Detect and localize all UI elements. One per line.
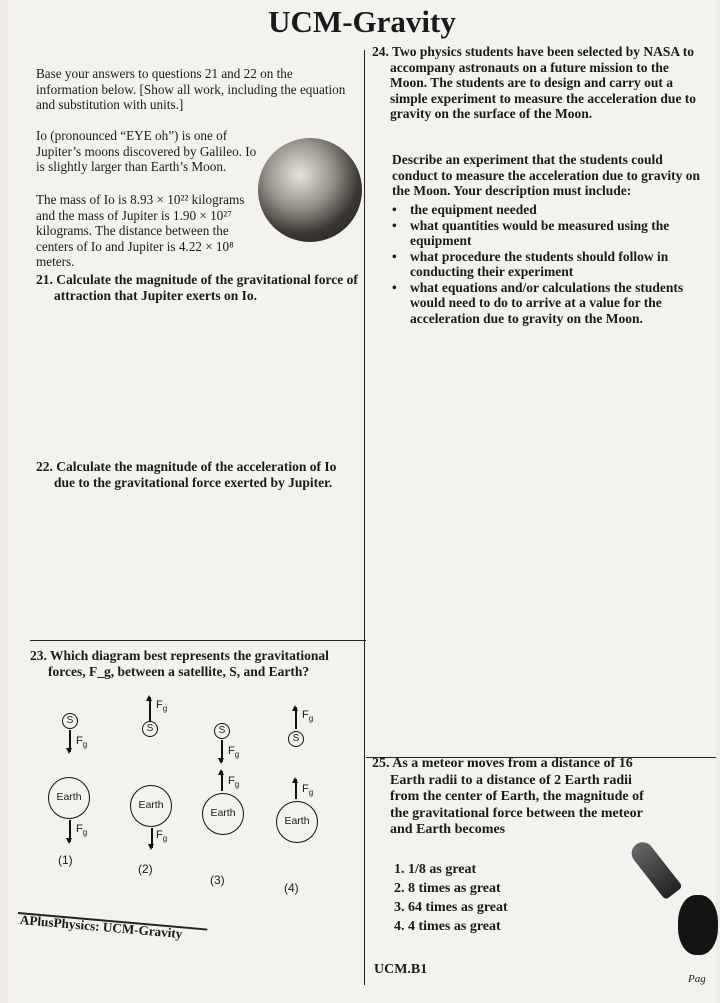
force-label: $F_g$	[228, 775, 240, 790]
instructions: Base your answers to questions 21 and 22 on the information below. [Show all work, including the equation and substitution with units.]	[36, 66, 346, 112]
force-arrow	[295, 779, 297, 799]
question-24-bullets	[388, 202, 712, 326]
question-25-choices	[394, 860, 594, 936]
satellite-symbol: S	[288, 731, 304, 747]
bullet-item: • the equipment needed	[388, 202, 712, 218]
question-23-number: 23.	[30, 648, 47, 663]
question-23-text: Which diagram best represents the gravitational forces, F_g, between a satellite, S, and Earth?	[48, 648, 329, 679]
force-arrow	[221, 771, 223, 791]
question-25	[372, 756, 662, 839]
diagram-2-label: (2)	[138, 862, 153, 876]
question-24-number: 24.	[372, 44, 389, 59]
left-divider	[30, 640, 366, 641]
force-arrow	[221, 740, 223, 762]
earth-image	[678, 895, 718, 955]
diagram-4-label: (4)	[284, 881, 299, 895]
earth-symbol: Earth	[48, 777, 90, 819]
diagram-3-label: (3)	[210, 873, 225, 887]
earth-symbol: Earth	[276, 801, 318, 843]
question-21-text: Calculate the magnitude of the gravitational force of attraction that Jupiter exerts on Io.	[54, 272, 358, 303]
force-arrow	[69, 730, 71, 752]
diagram-1-label: (1)	[58, 853, 73, 867]
choice-2: 2. 8 times as great	[394, 881, 501, 896]
question-24-text: Two physics students have been selected by NASA to accompany astronauts on a future mission to the Moon. The students are to design and carry out a simple experiment to measure the acceleration due to gravity on the surface of the Moon.	[390, 44, 697, 121]
force-arrow	[295, 707, 297, 729]
question-24	[372, 44, 708, 122]
earth-symbol: Earth	[202, 793, 244, 835]
column-divider	[364, 50, 365, 985]
page-corner-label: Pag	[688, 973, 706, 985]
mass-info: The mass of Io is 8.93 × 10²² kilograms and the mass of Jupiter is 1.90 × 10²⁷ kilograms. The distance between the centers of Io and Jupiter is 4.22 × 10⁸ meters.	[36, 192, 245, 269]
question-22-number: 22.	[36, 459, 53, 474]
force-label: $F_g$	[76, 735, 88, 750]
bullet-item: • what equations and/or calculations the students would need to do to arrive at a value for the acceleration due to gravity on the Moon.	[388, 280, 712, 327]
question-21-number: 21.	[36, 272, 53, 287]
force-arrow	[149, 697, 151, 721]
satellite-symbol: S	[142, 721, 158, 737]
io-moon-image	[258, 138, 362, 242]
bullet-item: • what procedure the students should follow in conducting their experiment	[388, 249, 712, 280]
bullet-item: • what quantities would be measured using the equipment	[388, 218, 712, 249]
worksheet-page	[8, 0, 716, 1003]
choice-3: 3. 64 times as great	[394, 900, 508, 915]
question-24-describe: Describe an experiment that the students could conduct to measure the acceleration due to gravity on the Moon. Your description must include:	[392, 152, 700, 198]
satellite-symbol: S	[214, 723, 230, 739]
question-21	[36, 272, 358, 303]
question-22-text: Calculate the magnitude of the acceleration of Io due to the gravitational force exerted by Jupiter.	[54, 459, 337, 490]
force-label: $F_g$	[302, 709, 314, 724]
question-25-text: As a meteor moves from a distance of 16 Earth radii to a distance of 2 Earth radii from the center of Earth, the magnitude of the gravitational force between the meteor and Earth becomes	[390, 756, 644, 837]
force-label: $F_g$	[156, 829, 168, 844]
page-title: UCM-Gravity	[268, 4, 456, 39]
force-arrow	[151, 828, 153, 848]
force-label: $F_g$	[228, 745, 240, 760]
io-description: Io (pronounced “EYE oh”) is one of Jupiter’s moons discovered by Galileo. Io is slightly larger than Earth’s Moon.	[36, 128, 257, 174]
page-code: UCM.B1	[374, 962, 428, 977]
satellite-symbol: S	[62, 713, 78, 729]
earth-symbol: Earth	[130, 785, 172, 827]
question-22	[36, 459, 358, 490]
force-label: $F_g$	[76, 823, 88, 838]
question-23	[30, 648, 360, 679]
footer-source: APlusPhysics: UCM-Gravity	[19, 912, 184, 942]
question-25-number: 25.	[372, 756, 390, 771]
force-label: $F_g$	[156, 699, 168, 714]
choice-1: 1. 1/8 as great	[394, 862, 477, 877]
meteor-image	[627, 838, 683, 900]
force-label: $F_g$	[302, 783, 314, 798]
force-arrow	[69, 820, 71, 842]
choice-4: 4. 4 times as great	[394, 919, 501, 934]
